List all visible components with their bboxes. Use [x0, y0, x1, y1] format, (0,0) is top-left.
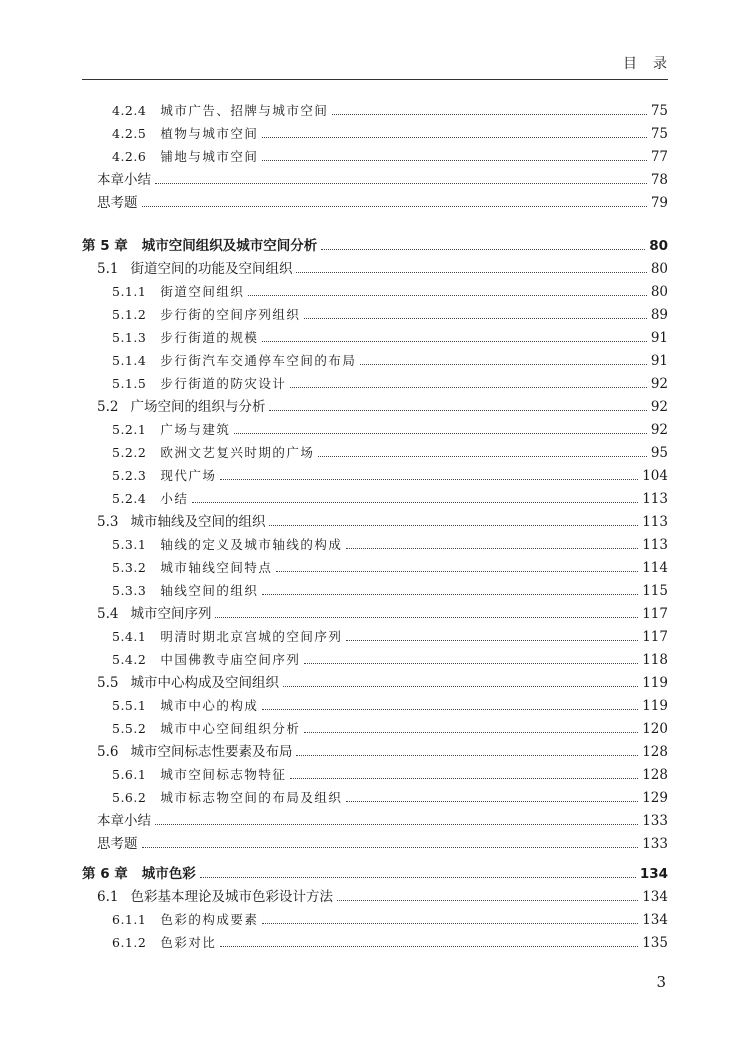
toc-entry-number: 5.6.1 — [112, 767, 147, 782]
toc-entry-page: 128 — [642, 767, 668, 783]
toc-entry-title: 小结 — [160, 491, 189, 506]
toc-entry-title: 城市广告、招牌与城市空间 — [160, 103, 329, 118]
dot-leader — [276, 571, 638, 572]
toc-entry-title: 本章小结 — [97, 172, 151, 188]
toc-entry-section[interactable] — [97, 604, 668, 624]
toc-entry-section[interactable] — [97, 742, 668, 762]
toc-entry-subsection[interactable] — [112, 558, 668, 578]
toc-entry-summary[interactable] — [97, 170, 668, 190]
toc-entry-title: 明清时期北京宫城的空间序列 — [160, 629, 343, 644]
toc-entry-page: 113 — [642, 514, 668, 530]
toc-entry-subsection[interactable] — [112, 765, 668, 785]
dot-leader — [346, 640, 638, 641]
toc-entry-title: 城市中心构成及空间组织 — [130, 675, 279, 691]
dot-leader — [296, 755, 638, 756]
toc-entry-title: 城市轴线及空间的组织 — [130, 514, 266, 530]
toc-entry-page: 77 — [650, 149, 668, 165]
toc-entry-title: 步行街汽车交通停车空间的布局 — [160, 353, 357, 368]
dot-leader — [332, 114, 646, 115]
toc-entry-title: 城市色彩 — [141, 866, 196, 882]
dot-leader — [155, 824, 638, 825]
toc-entry-page: 91 — [650, 330, 668, 346]
toc-entry-subsection[interactable] — [112, 374, 668, 394]
toc-entry-page: 114 — [642, 560, 668, 576]
toc-entry-title: 城市空间标志物特征 — [160, 767, 287, 782]
toc-entry-title: 轴线的定义及城市轴线的构成 — [160, 537, 343, 552]
toc-entry-number: 5.5 — [97, 675, 119, 691]
dot-leader — [248, 295, 646, 296]
toc-entry-subsection[interactable] — [112, 351, 668, 371]
dot-leader — [346, 548, 638, 549]
toc-entry-page: 95 — [650, 445, 668, 461]
toc-entry-number: 第 5 章 — [82, 238, 128, 254]
toc-entry-subsection[interactable] — [112, 627, 668, 647]
toc-entry-number: 5.6 — [97, 744, 119, 760]
toc-entry-subsection[interactable] — [112, 328, 668, 348]
toc-entry-section[interactable] — [97, 887, 668, 907]
dot-leader — [318, 456, 646, 457]
toc-entry-title: 步行街的空间序列组织 — [160, 307, 301, 322]
toc-entry-section[interactable] — [97, 259, 668, 279]
toc-entry-subsection[interactable] — [112, 650, 668, 670]
toc-entry-title: 铺地与城市空间 — [160, 149, 259, 164]
toc-entry-title: 思考题 — [97, 195, 138, 211]
dot-leader — [142, 206, 647, 207]
toc-entry-number: 5.2.1 — [112, 422, 147, 437]
toc-entry-number: 5.6.2 — [112, 790, 147, 805]
dot-leader — [304, 663, 638, 664]
dot-leader — [304, 732, 638, 733]
toc-entry-page: 118 — [642, 652, 668, 668]
toc-entry-title: 色彩对比 — [160, 935, 217, 950]
toc-entry-number: 5.1.2 — [112, 307, 147, 322]
toc-entry-subsection[interactable] — [112, 101, 668, 121]
toc-entry-page: 128 — [642, 744, 668, 760]
dot-leader — [200, 877, 636, 878]
dot-leader — [304, 318, 646, 319]
toc-entry-page: 113 — [642, 491, 668, 507]
toc-entry-subsection[interactable] — [112, 489, 668, 509]
toc-entry-number: 5.2.3 — [112, 468, 147, 483]
dot-leader — [155, 183, 647, 184]
toc-entry-number: 5.2.4 — [112, 491, 147, 506]
toc-entry-title: 城市中心空间组织分析 — [160, 721, 301, 736]
toc-entry-title: 广场与建筑 — [160, 422, 231, 437]
toc-entry-page: 133 — [642, 836, 668, 852]
toc-entry-title: 城市空间组织及城市空间分析 — [141, 238, 318, 254]
dot-leader — [321, 249, 645, 250]
toc-entry-page: 89 — [650, 307, 668, 323]
toc-entry-subsection[interactable] — [112, 147, 668, 167]
toc-entry-summary[interactable] — [97, 811, 668, 831]
toc-entry-title: 城市空间序列 — [130, 606, 212, 622]
toc-entry-page: 92 — [650, 376, 668, 392]
toc-entry-subsection[interactable] — [112, 420, 668, 440]
toc-entry-number: 6.1 — [97, 889, 119, 905]
toc-entry-page: 79 — [650, 195, 668, 211]
dot-leader — [296, 272, 646, 273]
toc-entry-section[interactable] — [97, 397, 668, 417]
toc-entry-title: 城市空间标志性要素及布局 — [130, 744, 293, 760]
toc-entry-number: 5.1 — [97, 261, 119, 277]
toc-entry-page: 119 — [642, 698, 668, 714]
toc-entry-page: 134 — [642, 889, 668, 905]
dot-leader — [234, 433, 646, 434]
dot-leader — [262, 137, 646, 138]
dot-leader — [269, 525, 638, 526]
toc-entry-page: 92 — [650, 422, 668, 438]
toc-entry-number: 5.3.1 — [112, 537, 147, 552]
toc-entry-title: 城市中心的构成 — [160, 698, 259, 713]
toc-entry-number: 6.1.1 — [112, 912, 147, 927]
toc-entry-number: 5.1.5 — [112, 376, 147, 391]
dot-leader — [220, 479, 638, 480]
toc-entry-page: 134 — [639, 866, 668, 882]
dot-leader — [262, 341, 646, 342]
toc-entry-number: 5.2.2 — [112, 445, 147, 460]
page-number: 3 — [656, 973, 666, 991]
toc-entry-page: 80 — [650, 261, 668, 277]
toc-entry-title: 广场空间的组织与分析 — [130, 399, 266, 415]
dot-leader — [269, 410, 646, 411]
toc-entry-section[interactable] — [97, 673, 668, 693]
toc-entry-number: 4.2.6 — [112, 149, 147, 164]
dot-leader — [337, 900, 638, 901]
toc-entry-number: 5.3.2 — [112, 560, 147, 575]
toc-entry-title: 步行街道的防灾设计 — [160, 376, 287, 391]
toc-entry-page: 78 — [650, 172, 668, 188]
toc-entry-subsection[interactable] — [112, 535, 668, 555]
toc-entry-title: 街道空间组织 — [160, 284, 245, 299]
toc-entry-page: 113 — [642, 537, 668, 553]
dot-leader — [360, 364, 646, 365]
toc-entry-title: 轴线空间的组织 — [160, 583, 259, 598]
toc-entry-title: 城市轴线空间特点 — [160, 560, 273, 575]
toc-entry-page: 75 — [650, 126, 668, 142]
toc-entry-subsection[interactable] — [112, 788, 668, 808]
toc-entry-summary[interactable] — [97, 834, 668, 854]
toc-entry-subsection[interactable] — [112, 466, 668, 486]
toc-entry-page: 119 — [642, 675, 668, 691]
toc-entry-subsection[interactable] — [112, 305, 668, 325]
toc-entry-page: 117 — [642, 606, 668, 622]
toc-entry-number: 4.2.5 — [112, 126, 147, 141]
toc-entry-title: 城市标志物空间的布局及组织 — [160, 790, 343, 805]
toc-entry-number: 5.4 — [97, 606, 119, 622]
dot-leader — [220, 946, 638, 947]
toc-entry-title: 现代广场 — [160, 468, 217, 483]
toc-entry-number: 5.5.1 — [112, 698, 147, 713]
toc-entry-number: 4.2.4 — [112, 103, 147, 118]
toc-entry-number: 5.1.1 — [112, 284, 147, 299]
toc-entry-number: 5.2 — [97, 399, 119, 415]
toc-entry-page: 117 — [642, 629, 668, 645]
toc-entry-title: 街道空间的功能及空间组织 — [130, 261, 293, 277]
toc-entry-number: 5.5.2 — [112, 721, 147, 736]
toc-entry-number: 5.4.1 — [112, 629, 147, 644]
toc-entry-page: 80 — [649, 238, 668, 254]
toc-entry-subsection[interactable] — [112, 910, 668, 930]
toc-entry-number: 5.4.2 — [112, 652, 147, 667]
toc-entry-chapter[interactable] — [82, 236, 668, 256]
toc-entry-chapter[interactable] — [82, 864, 668, 884]
toc-entry-page: 75 — [650, 103, 668, 119]
toc-entry-number: 5.3 — [97, 514, 119, 530]
toc-entry-section[interactable] — [97, 512, 668, 532]
toc-entry-page: 135 — [642, 935, 668, 951]
toc-entry-title: 思考题 — [97, 836, 138, 852]
toc-entry-page: 92 — [650, 399, 668, 415]
toc-entry-page: 80 — [650, 284, 668, 300]
toc-entry-title: 欧洲文艺复兴时期的广场 — [160, 445, 315, 460]
dot-leader — [262, 709, 638, 710]
toc-entry-number: 5.1.4 — [112, 353, 147, 368]
toc-entry-number: 第 6 章 — [82, 866, 128, 882]
toc-entry-title: 色彩的构成要素 — [160, 912, 259, 927]
toc-entry-subsection[interactable] — [112, 443, 668, 463]
toc-entry-title: 色彩基本理论及城市色彩设计方法 — [130, 889, 333, 905]
toc-entry-subsection[interactable] — [112, 696, 668, 716]
toc-entry-title: 本章小结 — [97, 813, 151, 829]
dot-leader — [142, 847, 639, 848]
toc-entry-subsection[interactable] — [112, 933, 668, 953]
dot-leader — [262, 160, 646, 161]
toc-entry-number: 5.3.3 — [112, 583, 147, 598]
toc-entry-page: 91 — [650, 353, 668, 369]
toc-entry-title: 植物与城市空间 — [160, 126, 259, 141]
dot-leader — [262, 923, 638, 924]
toc-entry-number: 5.1.3 — [112, 330, 147, 345]
toc-entry-page: 133 — [642, 813, 668, 829]
dot-leader — [283, 686, 638, 687]
toc-entry-number: 6.1.2 — [112, 935, 147, 950]
toc-entry-page: 104 — [642, 468, 668, 484]
toc-entry-summary[interactable] — [97, 193, 668, 213]
toc-entry-subsection[interactable] — [112, 282, 668, 302]
dot-leader — [262, 594, 638, 595]
dot-leader — [215, 617, 638, 618]
toc-entry-page: 120 — [642, 721, 668, 737]
toc-entry-title: 步行街道的规模 — [160, 330, 259, 345]
toc-entry-subsection[interactable] — [112, 124, 668, 144]
dot-leader — [192, 502, 638, 503]
dot-leader — [290, 778, 638, 779]
dot-leader — [346, 801, 638, 802]
toc-entry-page: 115 — [642, 583, 668, 599]
toc-entry-subsection[interactable] — [112, 719, 668, 739]
toc-entry-subsection[interactable] — [112, 581, 668, 601]
toc-entry-page: 134 — [642, 912, 668, 928]
toc-entry-page: 129 — [642, 790, 668, 806]
dot-leader — [290, 387, 646, 388]
running-header-title: 目 录 — [623, 56, 668, 72]
toc-entry-title: 中国佛教寺庙空间序列 — [160, 652, 301, 667]
